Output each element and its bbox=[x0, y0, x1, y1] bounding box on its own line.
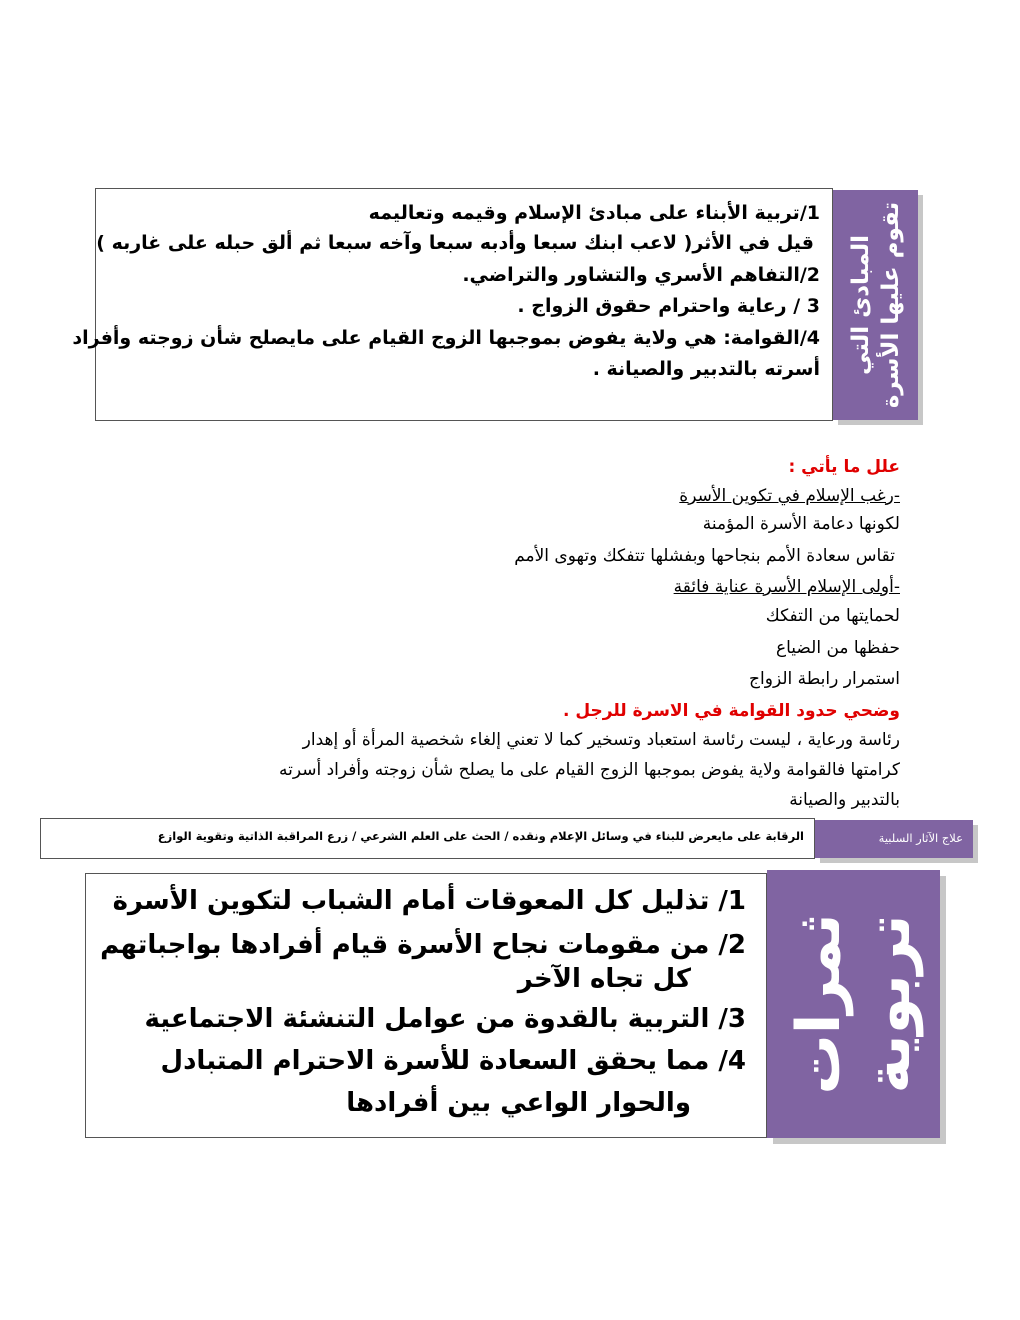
educational-label bbox=[767, 870, 940, 1138]
negative-effects-box bbox=[40, 818, 815, 859]
principle-line: 1/تربية الأبناء على مبادئ الإسلام وقيمه وتعاليمه bbox=[368, 202, 820, 224]
explain-question: -أولى الإسلام الأسرة عناية فائقة bbox=[673, 577, 900, 597]
principle-line: قيل في الأثر( لاعب ابنك سبعا وأدبه سبعا وآخه سبعا ثم ألق حبله على غاربه ) bbox=[96, 232, 814, 254]
educational-label-line: ثمرات bbox=[783, 913, 854, 1095]
principles-label-line: تقوم عليها الأسرة bbox=[877, 201, 904, 409]
negative-effects-text: الرقابة على مايعرض للبناء في وسائل الإعلام ونقده / الحث على العلم الشرعي / زرع المراقبة الذاتية وتقوية الوازع bbox=[157, 829, 804, 843]
explain-answer: تقاس سعادة الأمم بنجاحها وبفشلها تتفكك وتهوى الأمم bbox=[514, 546, 895, 566]
principles-label bbox=[833, 190, 918, 420]
qiwama-heading: وضحي حدود القوامة في الاسرة للرجل . bbox=[562, 701, 900, 721]
principles-box bbox=[72, 188, 833, 421]
principles-label-text bbox=[846, 202, 906, 408]
educational-line: كل تجاه الآخر bbox=[517, 964, 691, 994]
explain-heading: علل ما يأتي : bbox=[788, 457, 900, 477]
principle-line: 4/القوامة: هي ولاية يفوض بموجبها الزوج القيام على مايصلح شأن زوجته وأفراد bbox=[72, 327, 820, 349]
principle-line: 2/التفاهم الأسري والتشاور والتراضي. bbox=[462, 264, 820, 286]
negative-effects-label-text: علاج الآثار السلبية bbox=[878, 831, 963, 845]
qiwama-line: كرامتها فالقوامة ولاية يفوض بموجبها الزوج القيام على ما يصلح شأن زوجته وأفراد أسرته bbox=[278, 760, 900, 780]
qiwama-line: رئاسة ورعاية ، ليست رئاسة استعباد وتسخير كما لا تعني إلغاء شخصية المرأة أو إهدار bbox=[302, 730, 900, 750]
explain-question: -رغب الإسلام في تكوين الأسرة bbox=[679, 486, 900, 506]
educational-line: والحوار الواعي بين أفرادها bbox=[346, 1088, 691, 1118]
educational-line: 4/ مما يحقق السعادة للأسرة الاحترام المتبادل bbox=[160, 1046, 746, 1076]
explain-answer: لكونها دعامة الأسرة المؤمنة bbox=[702, 514, 900, 534]
explain-answer: استمرار رابطة الزواج bbox=[749, 669, 900, 689]
principles-label-line: المبادئ التي bbox=[847, 234, 874, 376]
explain-answer: حفظها من الضياع bbox=[775, 638, 900, 658]
educational-line: 1/ تذليل كل المعوقات أمام الشباب لتكوين الأسرة bbox=[112, 886, 746, 916]
principle-line: 3 / رعاية واحترام حقوق الزواج . bbox=[517, 295, 820, 317]
educational-label-text bbox=[784, 914, 924, 1095]
qiwama-line: بالتدبير والصيانة bbox=[789, 790, 900, 810]
explain-answer: لحمايتها من التفكك bbox=[765, 606, 900, 626]
educational-box bbox=[85, 873, 767, 1138]
educational-line: 3/ التربية بالقدوة من عوامل التنشئة الاجتماعية bbox=[144, 1004, 746, 1034]
educational-label-line: تربوية bbox=[853, 914, 924, 1094]
negative-effects-label bbox=[815, 820, 973, 858]
educational-line: 2/ من مقومات نجاح الأسرة قيام أفرادها بواجباتهم bbox=[100, 930, 746, 960]
principle-line: أسرته بالتدبير والصيانة . bbox=[592, 358, 820, 380]
